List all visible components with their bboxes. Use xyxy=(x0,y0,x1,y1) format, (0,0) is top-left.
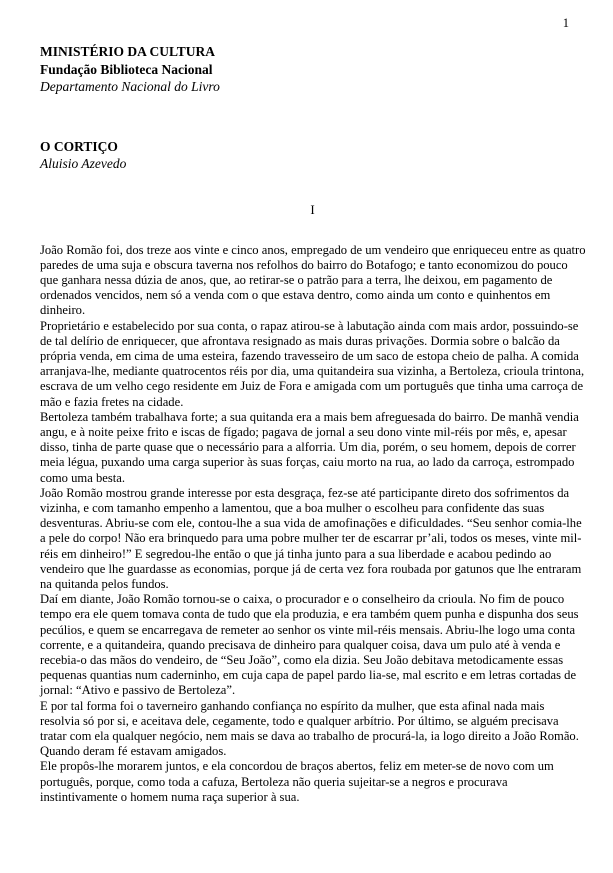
paragraph: Proprietário e estabelecido por sua conta, o rapaz atirou-se à labutação ainda com mais ardor, possuindo-se de tal delírio de enriquecer, que afrontava resignado as mais duras privações. Dormia sobre o balcão da própria venda, em cima de uma esteira, fazendo travesseiro de um saco de estopa cheio de palha. A comida arranjava-lhe, mediante quatrocentos réis por dia, uma quitandeira sua vizinha, a Bertoleza, crioula trintona, escrava de um velho cego residente em Juiz de Fora e amigada com um português que tinha uma carroça de mão e fazia fretes na cidade. xyxy=(40,318,585,409)
paragraph: João Romão mostrou grande interesse por esta desgraça, fez-se até participante direto dos sofrimentos da vizinha, e com tamanho empenho a lamentou, que a boa mulher o escolheu para confidente das suas desventuras. Abriu-se com ele, contou-lhe a sua vida de amofinações e dificuldades. “Seu senhor comia-lhe a pele do corpo! Não era brinquedo para uma pobre mulher ter de escarrar pr’ali, todos os meses, vinte mil-réis em dinheiro!” E segredou-lhe então o que já tinha junto para a sua liberdade e acabou pedindo ao vendeiro que lhe guardasse as economias, porque já de certa vez fora roubada por gatunos que lhe entraram na quitanda pelos fundos. xyxy=(40,485,582,591)
chapter-heading: I xyxy=(310,201,315,217)
paragraph: E por tal forma foi o taverneiro ganhando confiança no espírito da mulher, que esta afinal nada mais resolvia só por si, e aceitava dele, cegamente, todo e qualquer arbítrio. Por último, se alguém precisava tratar com ela qualquer negócio, nem mais se dava ao trabalho de procurá-la, ia logo direito a João Romão. xyxy=(40,698,579,743)
body-text xyxy=(40,243,586,806)
book-author: Aluisio Azevedo xyxy=(40,156,127,171)
publisher-foundation: Fundação Biblioteca Nacional xyxy=(40,61,213,77)
page-number: 1 xyxy=(562,16,569,30)
publisher-header xyxy=(40,0,583,96)
publisher-department: Departamento Nacional do Livro xyxy=(40,79,220,94)
paragraph: Ele propôs-lhe morarem juntos, e ela concordou de braços abertos, feliz em meter-se de novo com um português, porque, como toda a cafuza, Bertoleza não queria sujeitar-se a negros e procurava instintivamente o homem numa raça superior à sua. xyxy=(40,759,554,804)
title-block xyxy=(40,138,583,173)
paragraph: Quando deram fé estavam amigados. xyxy=(40,744,227,759)
paragraph: Daí em diante, João Romão tornou-se o caixa, o procurador e o conselheiro da crioula. No fim de pouco tempo era ele quem tomava conta de tudo que ela produzia, e era também quem punha e dispunha dos seus pecúlios, e quem se encarregava de remeter ao senhor os vinte mil-réis mensais. Abriu-lhe logo uma conta corrente, e a quitandeira, quando precisava de dinheiro para qualquer coisa, dava um pulo até à venda e recebia-o das mãos do vendeiro, de “Seu João”, como ela dizia. Seu João debitava metodicamente essas pequenas quantias num caderninho, em cuja capa de papel pardo lia-se, mal escrito e em letras cortadas de jornal: “Ativo e passivo de Bertoleza”. xyxy=(40,592,579,698)
paragraph: João Romão foi, dos treze aos vinte e cinco anos, empregado de um vendeiro que enriqueceu entre as quatro paredes de uma suja e obscura taverna nos refolhos do bairro do Botafogo; e tanto economizou do pouco que ganhara nessa dúzia de anos, que, ao retirar-se o patrão para a terra, lhe deixou, em pagamento de ordenados vencidos, nem só a venda com o que estava dentro, como ainda um conto e quinhentos em dinheiro. xyxy=(40,242,586,318)
publisher-ministry: MINISTÉRIO DA CULTURA xyxy=(40,44,216,59)
book-title: O CORTIÇO xyxy=(40,138,118,154)
paragraph: Bertoleza também trabalhava forte; a sua quitanda era a mais bem afreguesada do bairro. De manhã vendia angu, e à noite peixe frito e iscas de fígado; pagava de jornal a seu dono vinte mil-réis por mês, e, apesar disso, tinha de parte quase que o necessário para a alforria. Um dia, porém, o seu homem, depois de correr meia légua, puxando uma carga superior às suas forças, caiu morto na rua, ao lado da carroça, estrompado como uma besta. xyxy=(40,409,579,485)
